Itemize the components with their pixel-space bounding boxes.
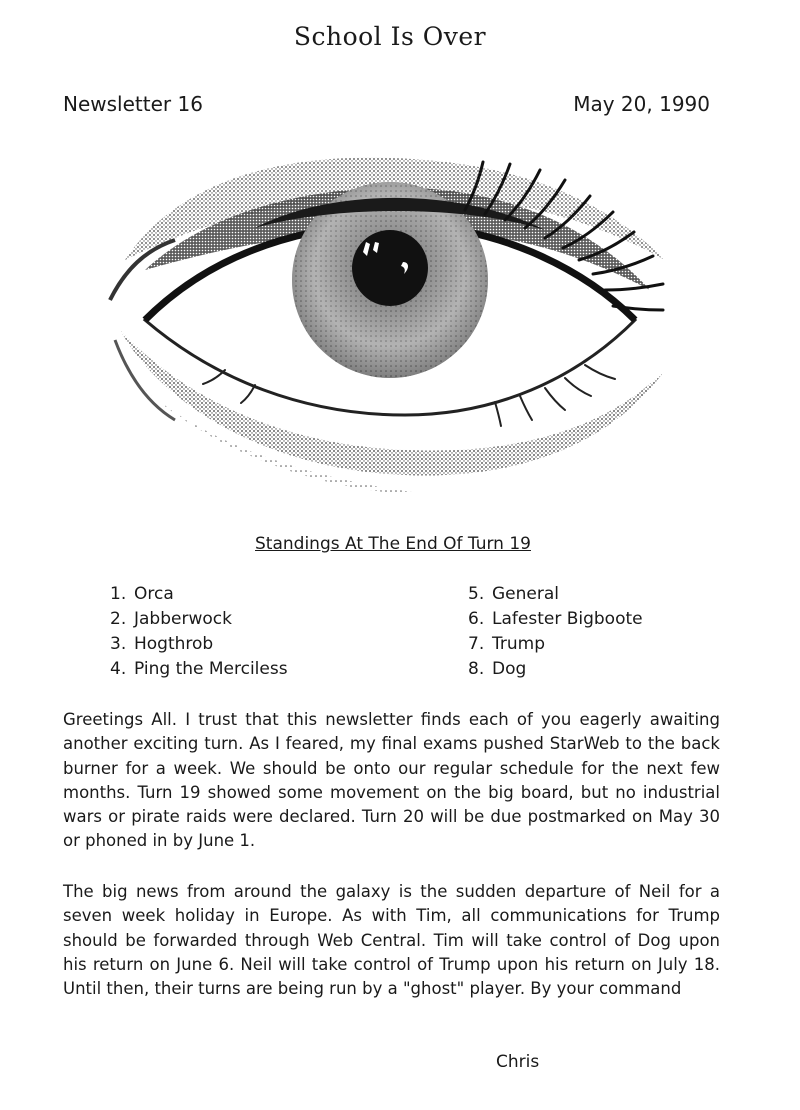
standings-item — [468, 607, 643, 632]
standings-rank: 3. — [110, 634, 127, 654]
standings-rank: 2. — [110, 609, 127, 629]
standings-item — [110, 607, 288, 632]
standings-player: Ping the Merciless — [134, 659, 288, 679]
standings-list-right — [468, 582, 643, 682]
standings-player: General — [492, 584, 559, 604]
newsletter-issue: Newsletter 16 — [63, 92, 203, 116]
standings-player: Jabberwock — [134, 609, 232, 629]
standings-item — [468, 582, 643, 607]
eye-icon — [105, 150, 695, 500]
standings-player: Dog — [492, 659, 527, 679]
standings-item — [468, 657, 643, 682]
signature: Chris — [496, 1052, 540, 1072]
standings-player: Trump — [492, 634, 546, 654]
standings-player: Hogthrob — [134, 634, 214, 654]
body-paragraph-greetings: Greetings All. I trust that this newsletter finds each of you eagerly awaiting another exciting turn. As I feared, my final exams pushed StarWeb to the back burner for a week. We should be onto our regular schedule for the next few months. Turn 19 showed some movement on the big board, but no industrial wars or pirate raids were declared. Turn 20 will be due postmarked on May 30 or phoned in by June 1. — [63, 710, 720, 851]
standings-list-left — [110, 582, 288, 682]
standings-item — [468, 632, 643, 657]
standings-rank: 1. — [110, 584, 127, 604]
standings-rank: 8. — [468, 659, 485, 679]
standings-item — [110, 657, 288, 682]
body-paragraph-news: The big news from around the galaxy is the sudden departure of Neil for a seven week holiday in Europe. As with Tim, all communications for Trump should be forwarded through Web Central. Tim will take control of Dog upon his return on June 6. Neil will take control of Trump upon his return on July 18. Until then, their turns are being run by a "ghost" player. By your command — [63, 882, 720, 999]
standings-player: Lafester Bigboote — [492, 609, 643, 629]
standings-rank: 5. — [468, 584, 485, 604]
standings-item — [110, 582, 288, 607]
newsletter-date: May 20, 1990 — [573, 92, 710, 116]
newsletter-title: School Is Over — [293, 22, 487, 51]
standings-title: Standings At The End Of Turn 19 — [255, 534, 531, 554]
standings-item — [110, 632, 288, 657]
standings-rank: 4. — [110, 659, 127, 679]
standings-player: Orca — [134, 584, 174, 604]
standings-rank: 7. — [468, 634, 485, 654]
standings-rank: 6. — [468, 609, 485, 629]
